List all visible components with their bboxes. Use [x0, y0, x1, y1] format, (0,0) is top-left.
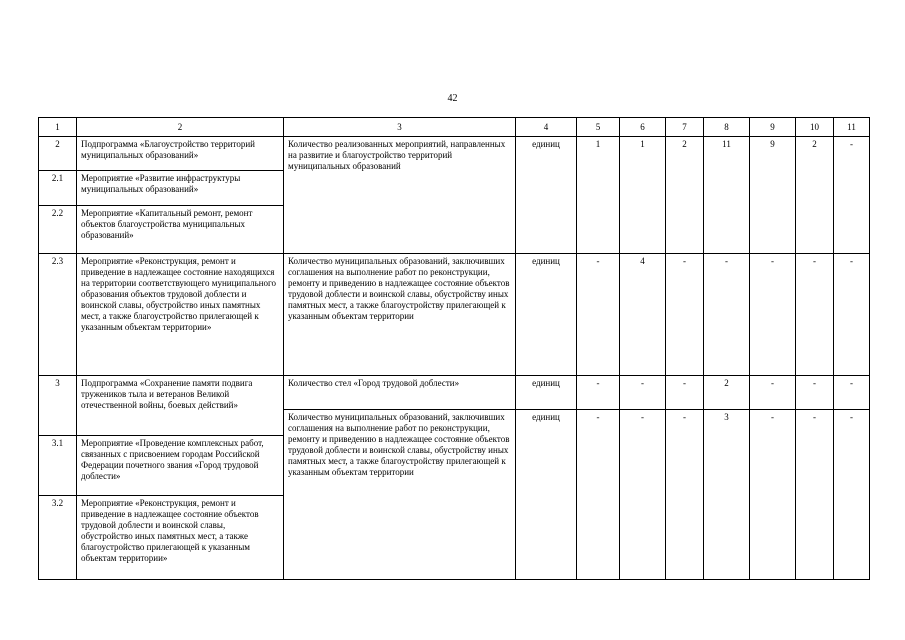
value-cell: -: [620, 410, 666, 580]
value-cell: 9: [750, 137, 796, 254]
row-name: Подпрограмма «Благоустройство территорий муниципальных образований»: [77, 137, 284, 171]
indicator-cell: Количество стел «Город трудовой доблести»: [284, 376, 516, 410]
value-cell: -: [704, 254, 750, 376]
value-cell: -: [750, 410, 796, 580]
value-cell: 3: [704, 410, 750, 580]
indicator-cell: Количество муниципальных образований, заключивших соглашения на выполнение работ по реконструкции, ремонту и приведению в надлежащее состояние объектов трудовой доблести и воинской славы, обустройству иных памятных мест, а также благоустройству прилегающей к указанным объектам территории: [284, 410, 516, 580]
row-name: Мероприятие «Реконструкция, ремонт и приведение в надлежащее состояние находящихся на территории соответствующего муниципального образования объектов трудовой доблести и воинской славы, обустройство иных памятных мест, а также благоустройство прилегающей к указанным объектам территории»: [77, 254, 284, 376]
table-row: [39, 137, 870, 171]
unit-cell: единиц: [516, 254, 577, 376]
header-cell: 7: [666, 118, 704, 137]
row-number: 2.3: [39, 254, 77, 376]
page-number: 42: [447, 93, 458, 104]
value-cell: -: [577, 254, 620, 376]
header-cell: 11: [834, 118, 870, 137]
header-row: [39, 118, 870, 137]
value-cell: -: [666, 410, 704, 580]
row-number: 2.1: [39, 171, 77, 206]
value-cell: -: [750, 254, 796, 376]
value-cell: 2: [704, 376, 750, 410]
header-cell: 8: [704, 118, 750, 137]
row-name: Мероприятие «Реконструкция, ремонт и приведение в надлежащее состояние объектов трудовой доблести и воинской славы, обустройство иных памятных мест, а также благоустройство прилегающей к указанным объектам территории»: [77, 496, 284, 580]
table-row: [39, 376, 870, 410]
row-name: Мероприятие «Проведение комплексных работ, связанных с присвоением городам Российской Федерации почетного звания «Город трудовой доблести»: [77, 436, 284, 496]
value-cell: 2: [666, 137, 704, 254]
header-cell: 2: [77, 118, 284, 137]
value-cell: 11: [704, 137, 750, 254]
row-number: 3.2: [39, 496, 77, 580]
header-cell: 10: [796, 118, 834, 137]
indicators-table: [38, 117, 870, 580]
value-cell: -: [834, 137, 870, 254]
header-cell: 3: [284, 118, 516, 137]
row-number: 3.1: [39, 436, 77, 496]
header-cell: 1: [39, 118, 77, 137]
value-cell: -: [577, 410, 620, 580]
unit-cell: единиц: [516, 137, 577, 254]
value-cell: -: [666, 376, 704, 410]
table-row: [39, 254, 870, 376]
header-cell: 4: [516, 118, 577, 137]
value-cell: -: [577, 376, 620, 410]
value-cell: -: [796, 410, 834, 580]
value-cell: -: [834, 376, 870, 410]
row-name: Мероприятие «Развитие инфраструктуры муниципальных образований»: [77, 171, 284, 206]
value-cell: -: [666, 254, 704, 376]
row-number: 2.2: [39, 206, 77, 254]
header-cell: 9: [750, 118, 796, 137]
header-cell: 5: [577, 118, 620, 137]
value-cell: -: [834, 410, 870, 580]
value-cell: -: [750, 376, 796, 410]
unit-cell: единиц: [516, 376, 577, 410]
value-cell: 1: [620, 137, 666, 254]
value-cell: 4: [620, 254, 666, 376]
value-cell: 1: [577, 137, 620, 254]
row-name: Мероприятие «Капитальный ремонт, ремонт объектов благоустройства муниципальных образований»: [77, 206, 284, 254]
row-number: 2: [39, 137, 77, 171]
header-cell: 6: [620, 118, 666, 137]
row-name: Подпрограмма «Сохранение памяти подвига тружеников тыла и ветеранов Великой отечественной войны, боевых действий»: [77, 376, 284, 436]
unit-cell: единиц: [516, 410, 577, 580]
indicator-cell: Количество муниципальных образований, заключивших соглашения на выполнение работ по реконструкции, ремонту и приведению в надлежащее состояние объектов трудовой доблести и воинской славы, обустройству иных памятных мест, а также благоустройству прилегающей к указанным объектам территории: [284, 254, 516, 376]
value-cell: 2: [796, 137, 834, 254]
value-cell: -: [620, 376, 666, 410]
indicator-cell: Количество реализованных мероприятий, направленных на развитие и благоустройство территорий муниципальных образований: [284, 137, 516, 254]
value-cell: -: [796, 254, 834, 376]
value-cell: -: [796, 376, 834, 410]
row-number: 3: [39, 376, 77, 436]
value-cell: -: [834, 254, 870, 376]
